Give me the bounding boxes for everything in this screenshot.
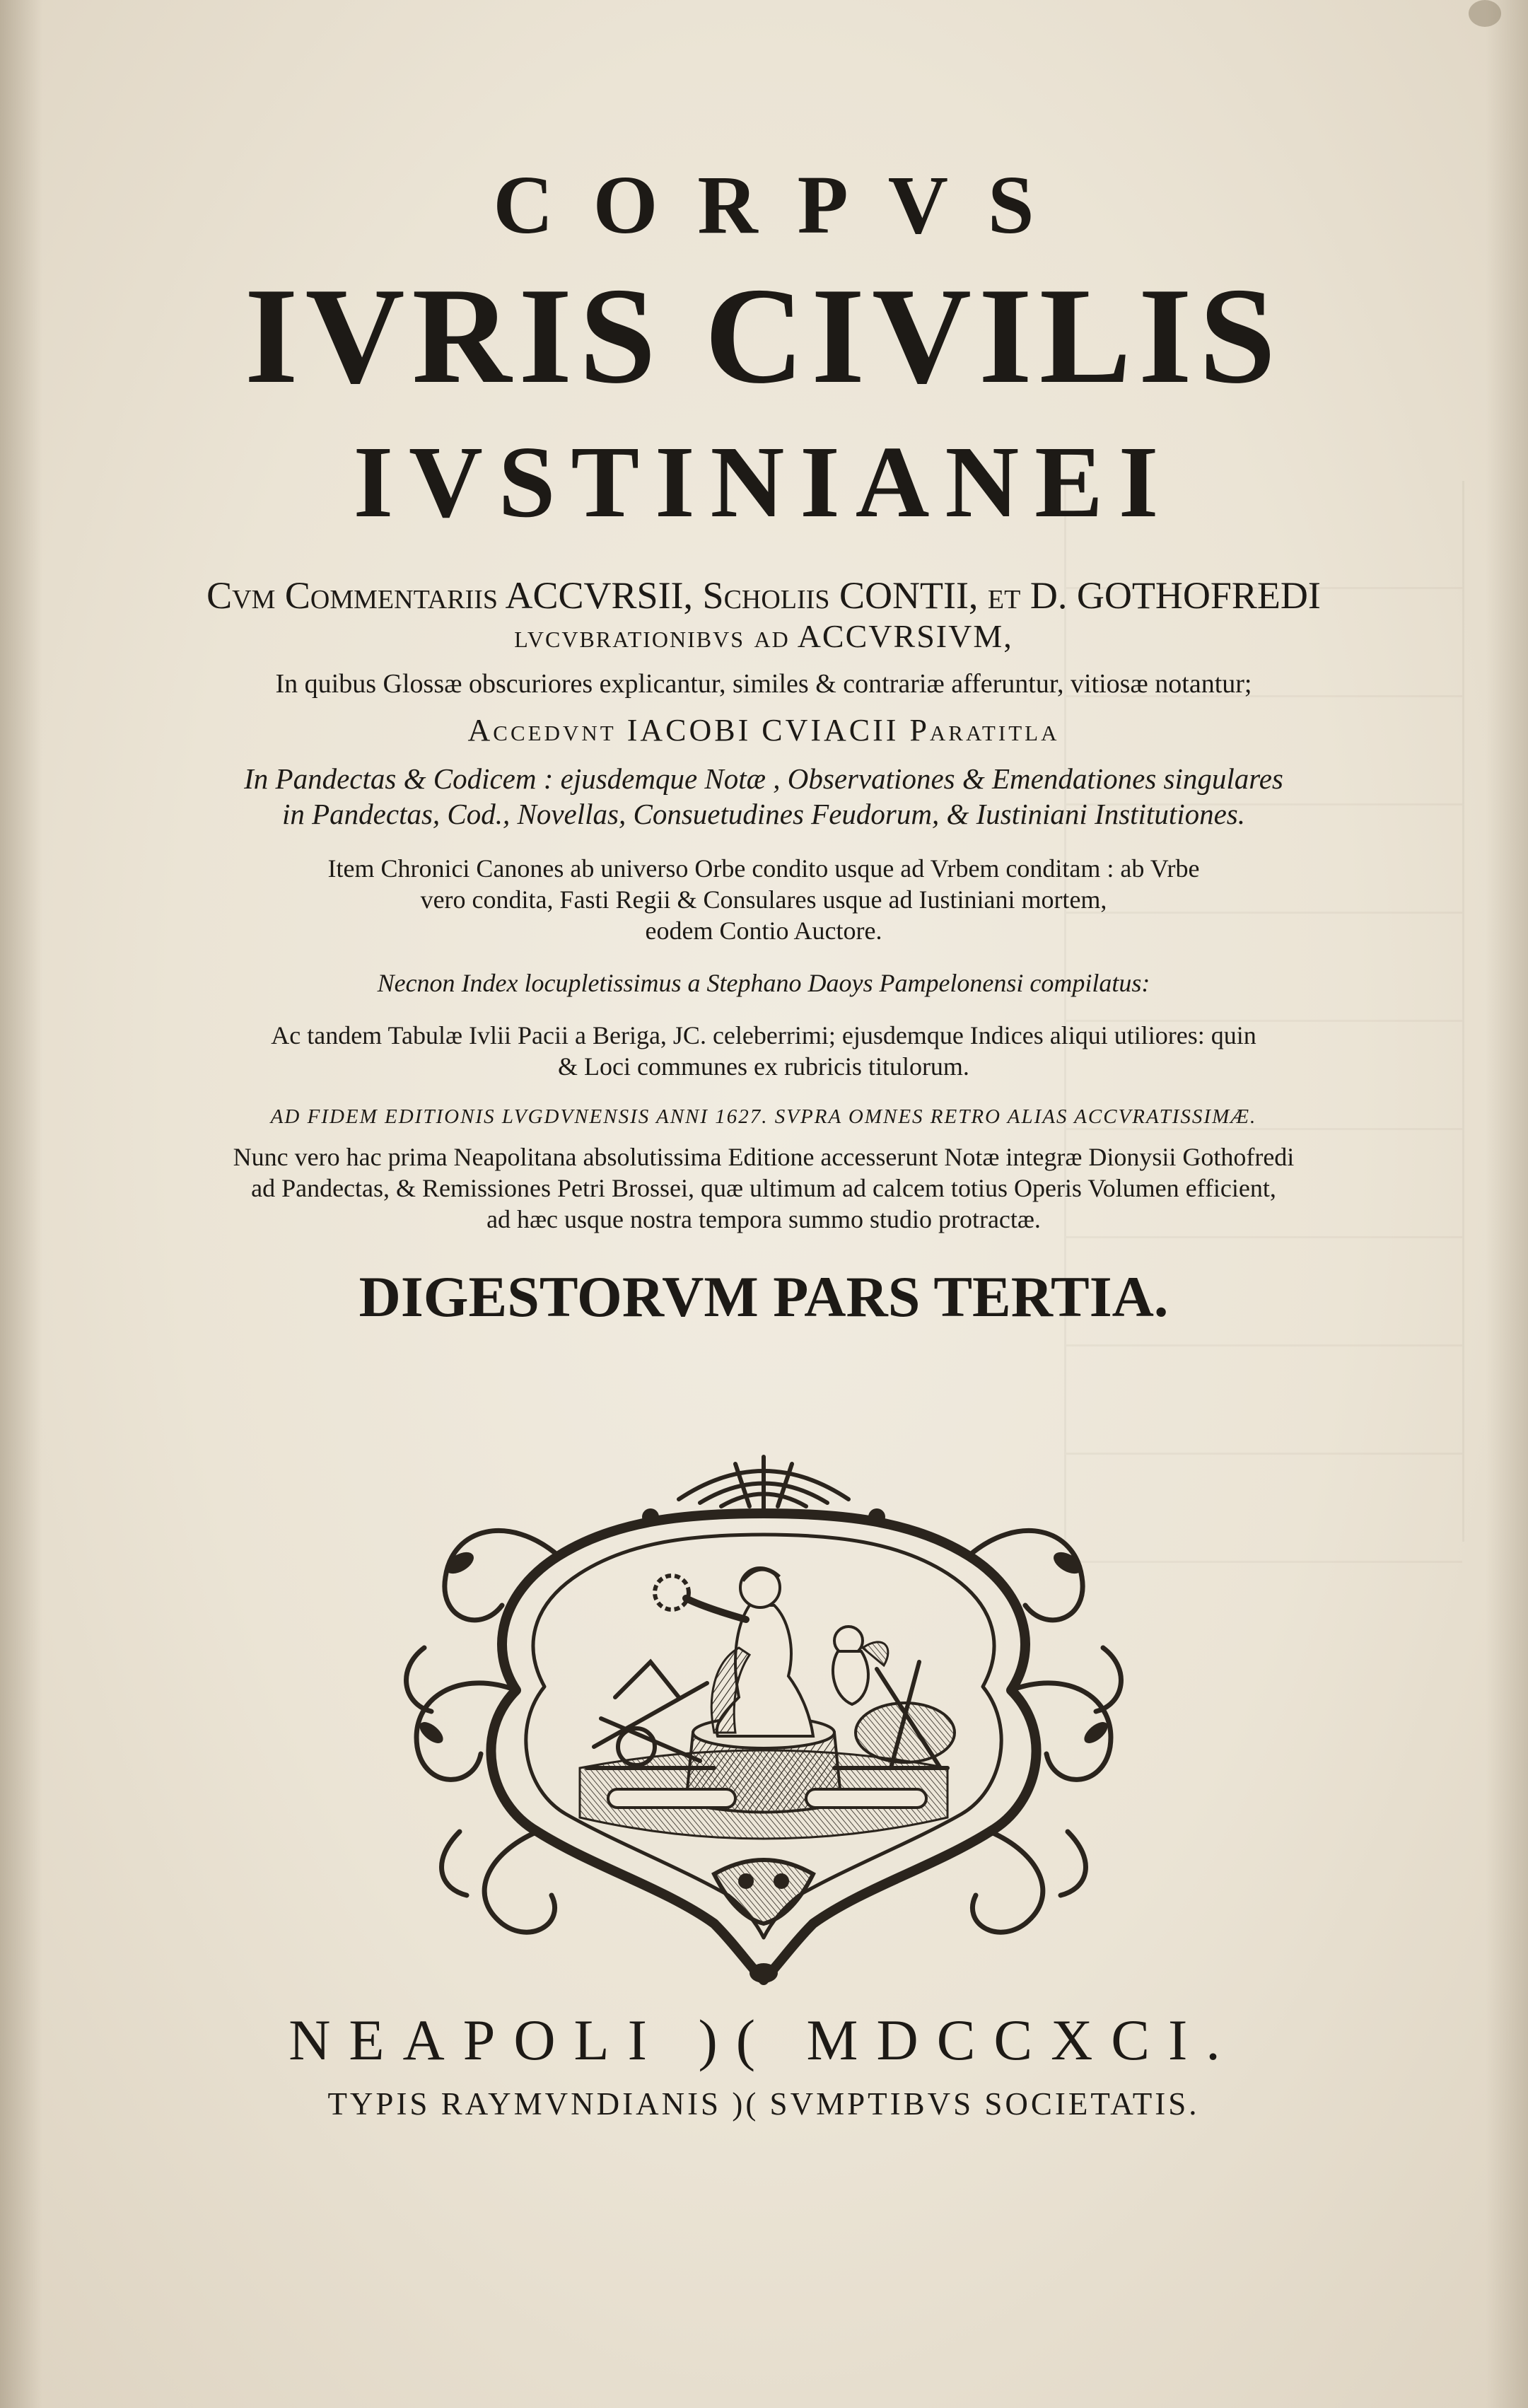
text-accedunt: Accedvnt IACOBI CVIACII Paratitla [467,713,1060,748]
text-glossae: In quibus Glossæ obscuriores explicantur, similes & contrariæ afferuntur, vitiosæ notantur; [275,669,1252,699]
title-iustinianei: IVSTINIANEI [353,426,1174,539]
imprint [106,2005,1421,2125]
text-nunc-1: Nunc vero hac prima Neapolitana absolutissima Editione accesserunt Notæ integræ Dionysii Gothofredi [233,1143,1295,1171]
imprint-printer: TYPIS RAYMVNDIANIS )( SVMPTIBVS SOCIETATIS. [327,2086,1200,2122]
text-index: Necnon Index locupletissimus a Stephano Daoys Pampelonensi compilatus: [377,969,1150,997]
text-chronici-2: vero condita, Fasti Regii & Consulares usque ad Iustiniani mortem, [420,885,1107,914]
subtitle-lucubrationibus: lvcvbrationibvs ad ACCVRSIVM, [514,618,1013,654]
imprint-place-date: NEAPOLI )( MDCCXCI. [288,2008,1239,2072]
volume-title: DIGESTORVM PARS TERTIA. [358,1264,1169,1329]
page-gutter-shadow [0,0,42,2408]
paper-stain [1469,0,1501,27]
rococo-cartouche-vignette-icon [382,1436,1145,1987]
page-edge-shadow [1486,0,1528,2408]
text-tabulae-2: & Loci communes ex rubricis titulorum. [558,1052,969,1081]
title-corpus: CORPVS [493,158,1074,251]
text-ad-fidem: AD FIDEM EDITIONIS LVGDVNENSIS ANNI 1627. SVPRA OMNES RETRO ALIAS ACCVRATISSIMÆ. [270,1105,1257,1128]
text-nunc-2: ad Pandectas, & Remissiones Petri Brossei, quæ ultimum ad calcem totius Operis Volumen efficient, [251,1174,1276,1202]
text-tabulae-1: Ac tandem Tabulæ Ivlii Pacii a Beriga, JC. celeberrimi; ejusdemque Indices aliqui utiliores: quin [271,1021,1256,1049]
title-iuris-civilis: IVRIS CIVILIS [244,260,1283,412]
text-chronici-1: Item Chronici Canones ab universo Orbe condito usque ad Vrbem conditam : ab Vrbe [327,854,1200,883]
subtitle-commentariis: Cvm Commentariis ACCVRSII, Scholiis CONTII, et D. GOTHOFREDI [206,574,1321,617]
text-pandectas-2: in Pandectas, Cod., Novellas, Consuetudines Feudorum, & Iustiniani Institutiones. [281,798,1246,830]
title-block [106,152,1421,1331]
text-nunc-3: ad hæc usque nostra tempora summo studio protractæ. [486,1205,1041,1233]
text-chronici-3: eodem Contio Auctore. [645,917,882,945]
text-pandectas-1: In Pandectas & Codicem : ejusdemque Notæ , Observationes & Emendationes singulares [244,762,1283,795]
